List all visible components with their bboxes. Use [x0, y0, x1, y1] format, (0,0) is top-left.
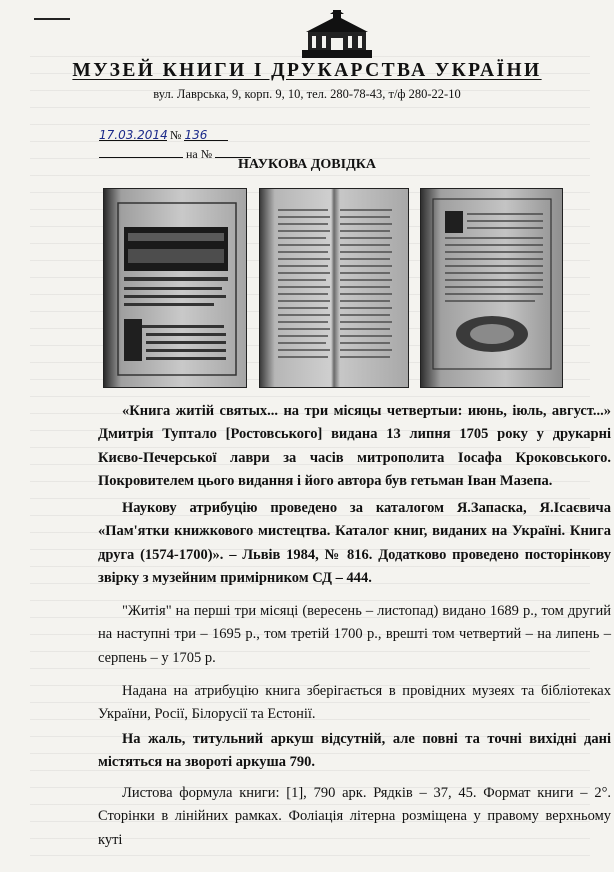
paragraph-5: На жаль, титульний аркуш відсутній, але повні та точні вихідні дані містяться на звороті аркуша 790.: [98, 731, 611, 771]
registration-number: 136: [184, 128, 208, 142]
document-title: НАУКОВА ДОВІДКА: [237, 157, 376, 172]
number-label: №: [170, 128, 182, 142]
registration-date: 17.03.2014: [99, 128, 168, 142]
book-colophon-photo: [420, 188, 563, 388]
paragraph-holdings: [98, 680, 611, 727]
paragraph-4: Надана на атрибуцію книга зберігається в провідних музеях та бібліотеках України, Росії, Білорусії та Естонії.: [98, 683, 611, 723]
museum-logo-icon: [300, 10, 374, 60]
paragraph-6: Листова формула книги: [1], 790 арк. Рядків – 37, 45. Формат книги – 2°. Сторінки в лінійних рамках. Фоліація літерна розміщена у правому верхньому куті: [98, 785, 611, 848]
paragraph-collation: [98, 782, 611, 852]
book-title-page-photo: [103, 188, 247, 388]
museum-name: МУЗЕЙ КНИГИ І ДРУКАРСТВА УКРАЇНИ: [72, 60, 542, 81]
registration-line: [99, 128, 228, 143]
paragraph-title-page-note: [98, 728, 611, 775]
museum-address: вул. Лаврська, 9, корп. 9, 10, тел. 280-78-43, т/ф 280-22-10: [153, 87, 461, 101]
paragraph-book-description: [98, 400, 611, 494]
book-spread-photo: [259, 188, 409, 388]
paragraph-attribution: [98, 497, 611, 591]
paragraph-1: «Книга житій святых... на три місяцы четвертыи: июнь, іюль, август...» Дмитрія Туптало [Ростовського] видана 13 липня 1705 року у друкарні Києво-Печерської лаври за часів митрополита Іосафа Кроковського. Покровителем цього видання і його автора був гетьман Іван Мазепа.: [98, 403, 611, 490]
paragraph-volumes: [98, 600, 611, 670]
corner-mark: [34, 18, 70, 20]
paragraph-2: Наукову атрибуцію проведено за каталогом Я.Запаска, Я.Ісаєвича «Пам'ятки книжкового мистецтва. Каталог книг, виданих на Україні. Книга друга (1574-1700)». – Львів 1984, № 816. Додатково проведено посторінкову звірку з музейним примірником СД – 444.: [98, 500, 611, 587]
reply-number-label: на №: [186, 147, 213, 161]
paragraph-3: "Житія" на перші три місяці (вересень – листопад) видано 1689 р., том другий на наступні три – 1695 р., том третій 1700 р., врешті том четвертий – на липень – серпень – у 1705 р.: [98, 603, 611, 666]
